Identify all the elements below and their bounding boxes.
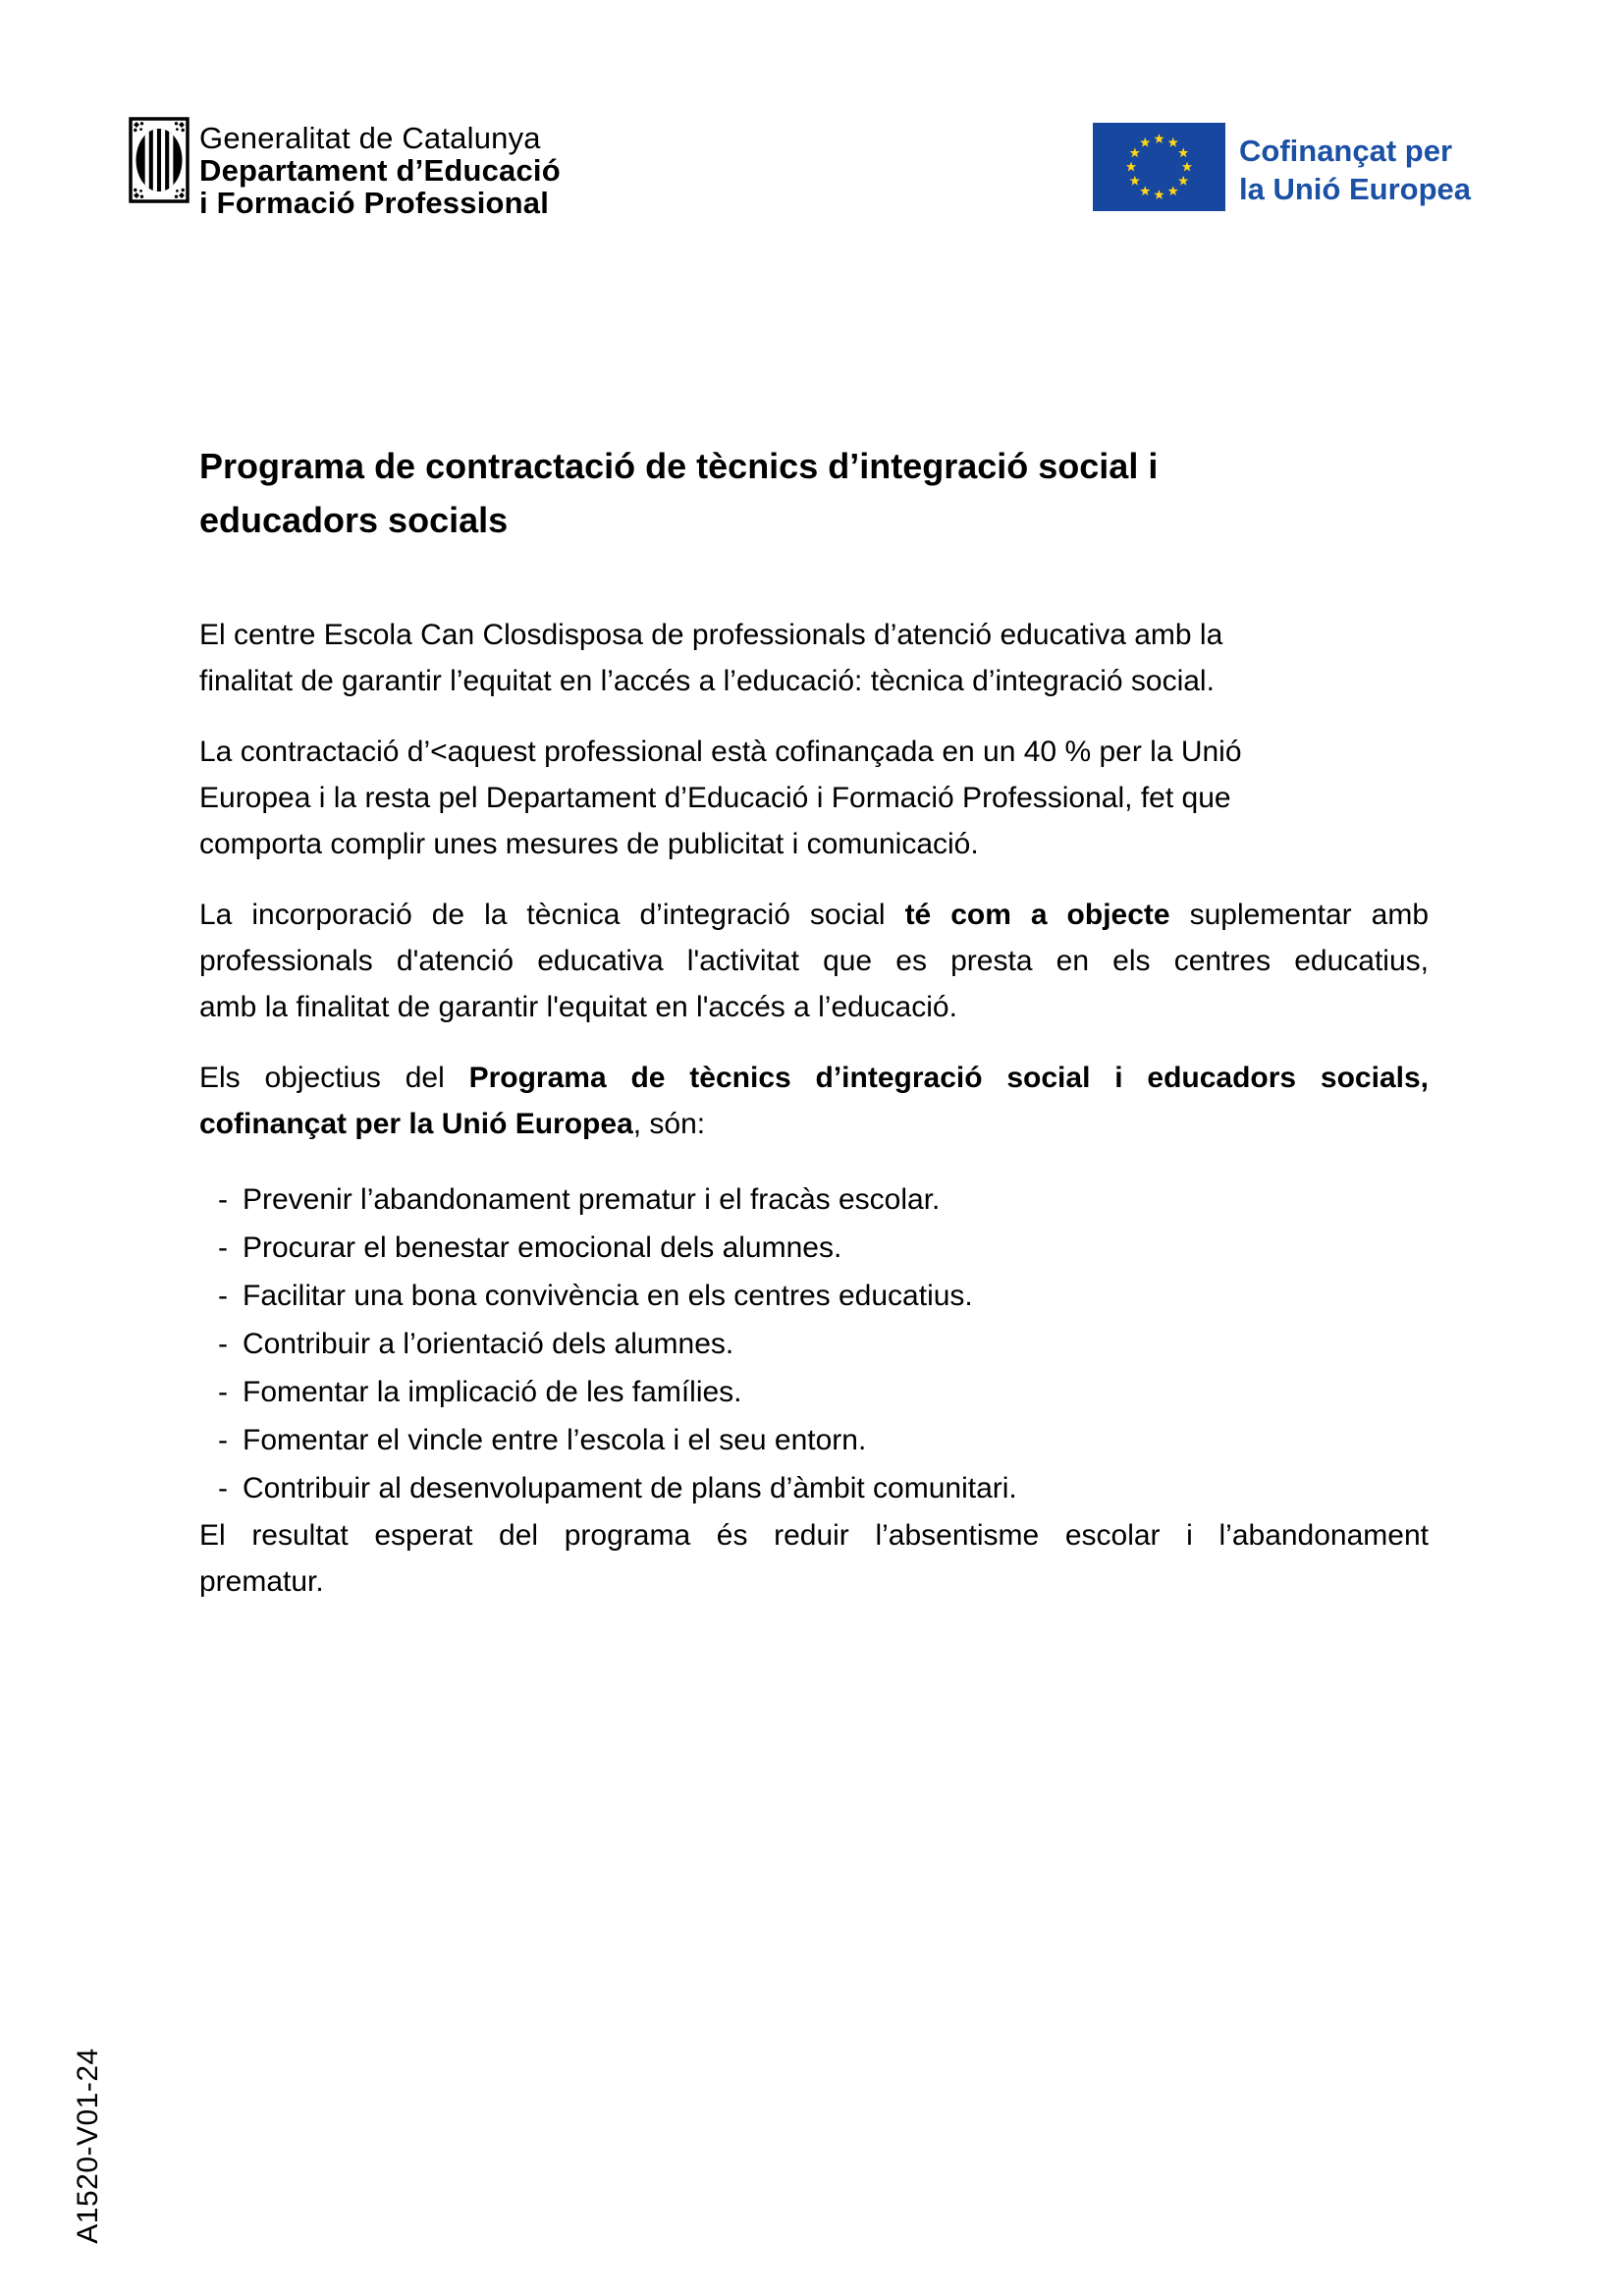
text-line: [199, 1558, 1429, 1605]
text-segment: prematur.: [199, 1565, 324, 1598]
dash-bullet-marker: -: [218, 1328, 228, 1360]
text-line: [199, 658, 1429, 704]
objective-text: Contribuir al desenvolupament de plans d’àmbit comunitari.: [243, 1472, 1017, 1504]
paragraph-expected-result: [199, 1512, 1429, 1605]
document-body: [199, 439, 1429, 1629]
text-segment: La incorporació de la tècnica d’integració social: [199, 899, 905, 931]
eu-cofunding-label: [1239, 132, 1471, 208]
bold-text-segment: Programa de tècnics d’integració social i educadors socials,: [468, 1062, 1429, 1094]
text-line: [199, 984, 1429, 1030]
eu-flag-icon: [1093, 123, 1225, 211]
text-segment: amb la finalitat de garantir l'equitat en l'accés a l’educació.: [199, 991, 957, 1023]
objective-text: Fomentar el vincle entre l’escola i el seu entorn.: [243, 1424, 867, 1456]
text-segment: finalitat de garantir l’equitat en l’accés a l’educació: tècnica d’integració social.: [199, 665, 1215, 697]
objective-item: [199, 1272, 1429, 1320]
document-reference-code: A1520-V01-24: [72, 2048, 104, 2244]
paragraph-cofinancing: [199, 729, 1429, 867]
text-segment: La contractació d’<aquest professional està cofinançada en un 40 % per la Unió: [199, 736, 1242, 768]
generalitat-line-2: Departament d’Educació: [199, 153, 561, 188]
eu-cofunding-label-line-1: Cofinançat per: [1239, 134, 1453, 168]
text-segment: educadors socials: [199, 500, 509, 540]
text-segment: comporta complir unes mesures de publicitat i comunicació.: [199, 828, 979, 860]
text-line: [199, 938, 1429, 984]
dash-bullet-marker: -: [218, 1472, 228, 1504]
paragraph-centre-intro: [199, 612, 1429, 704]
text-segment: professionals d'atenció educativa l'activitat que es presta en els centres educatius,: [199, 945, 1429, 977]
dash-bullet-marker: -: [218, 1280, 228, 1312]
objective-text: Procurar el benestar emocional dels alumnes.: [243, 1231, 842, 1264]
objective-text: Facilitar una bona convivència en els centres educatius.: [243, 1280, 973, 1312]
objective-text: Contribuir a l’orientació dels alumnes.: [243, 1328, 734, 1360]
objective-item: [199, 1175, 1429, 1224]
text-segment: suplementar amb: [1169, 899, 1430, 931]
text-line: [199, 729, 1429, 775]
text-line: [199, 493, 1429, 547]
objective-text: Fomentar la implicació de les famílies.: [243, 1376, 742, 1408]
text-line: [199, 612, 1429, 658]
bold-text-segment: cofinançat per la Unió Europea: [199, 1108, 633, 1140]
text-line: [199, 439, 1429, 493]
text-segment: Els objectius del: [199, 1062, 469, 1094]
text-line: [199, 821, 1429, 867]
dash-bullet-marker: -: [218, 1231, 228, 1264]
dash-bullet-marker: -: [218, 1424, 228, 1456]
paragraph-objective: [199, 892, 1429, 1030]
bold-text-segment: té com a objecte: [904, 899, 1170, 931]
text-segment: El resultat esperat del programa és reduir l’absentisme escolar i l’abandonament: [199, 1519, 1429, 1552]
text-line: [199, 1055, 1429, 1101]
dash-bullet-marker: -: [218, 1376, 228, 1408]
objective-item: [199, 1320, 1429, 1368]
text-line: [199, 775, 1429, 821]
text-line: [199, 892, 1429, 938]
objective-text: Prevenir l’abandonament prematur i el fracàs escolar.: [243, 1183, 941, 1216]
objectives-list: [199, 1175, 1429, 1512]
text-line: [199, 1101, 1429, 1147]
document-title: [199, 439, 1429, 547]
generalitat-line-1: Generalitat de Catalunya: [199, 121, 541, 155]
generalitat-header: [129, 117, 561, 219]
text-segment: , són:: [632, 1108, 706, 1140]
generalitat-line-3: i Formació Professional: [199, 186, 550, 220]
text-segment: Europea i la resta pel Departament d’Educació i Formació Professional, fet que: [199, 782, 1231, 814]
objective-item: [199, 1464, 1429, 1512]
generalitat-wordmark: [199, 117, 561, 219]
objective-item: [199, 1416, 1429, 1464]
eu-cofunding-label-line-2: la Unió Europea: [1239, 172, 1471, 206]
senyera-coat-of-arms-icon: [129, 117, 189, 203]
objective-item: [199, 1368, 1429, 1416]
objective-item: [199, 1224, 1429, 1272]
paragraph-objectives-lead: [199, 1055, 1429, 1147]
text-line: [199, 1512, 1429, 1558]
text-segment: El centre Escola Can Closdisposa de professionals d’atenció educativa amb la: [199, 619, 1223, 651]
text-segment: Programa de contractació de tècnics d’integració social i: [199, 446, 1159, 486]
dash-bullet-marker: -: [218, 1183, 228, 1216]
